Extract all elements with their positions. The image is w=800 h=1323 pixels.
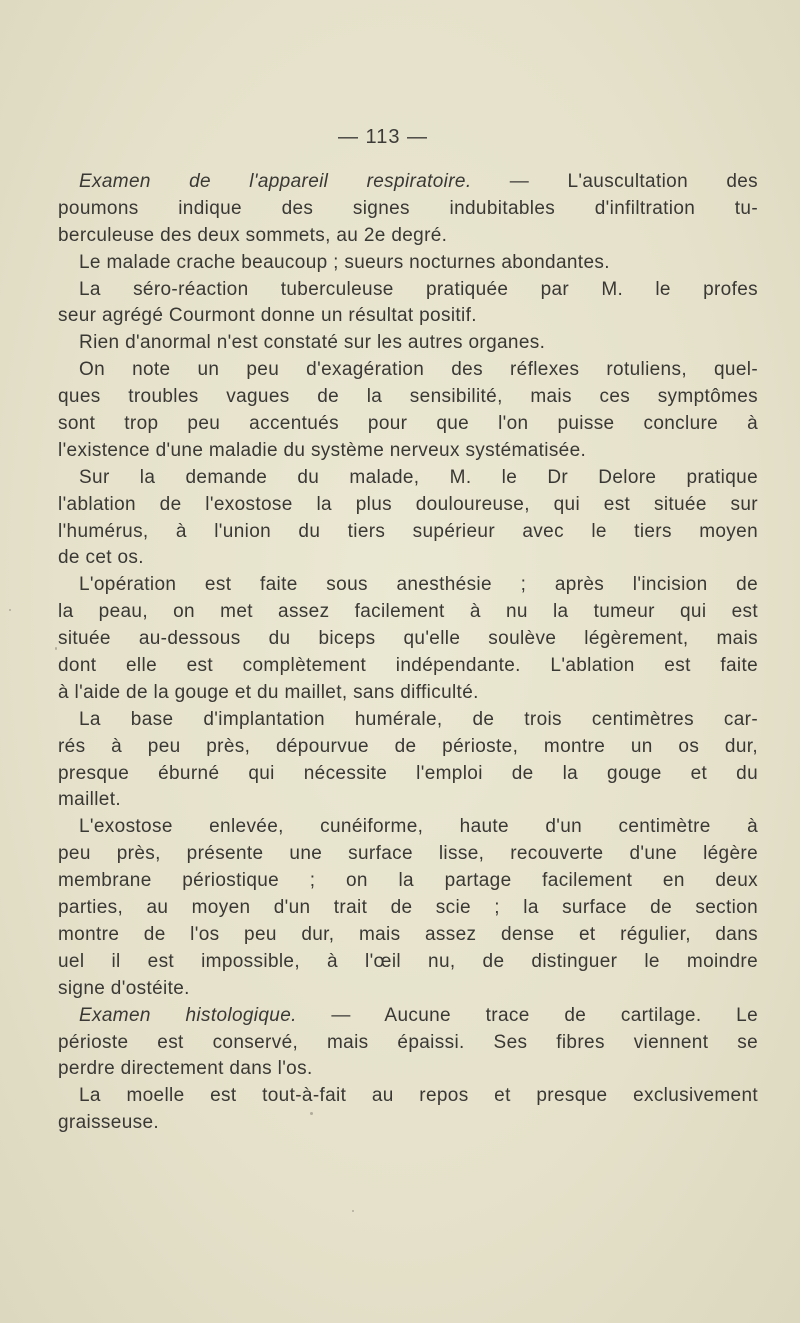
text-line xyxy=(58,384,758,411)
text-line xyxy=(58,841,758,868)
line-text: La base d'implantation humérale, de trois centimètres car- xyxy=(79,708,758,730)
text-line xyxy=(58,868,758,895)
text-line xyxy=(58,277,758,304)
text-line xyxy=(58,438,768,465)
paragraph xyxy=(58,357,768,465)
text-line xyxy=(58,519,758,546)
line-text: On note un peu d'exagération des réflexes rotuliens, quel- xyxy=(79,359,758,381)
line-text: située au-dessous du biceps qu'elle soulève légèrement, mais xyxy=(58,628,758,650)
line-text: L'exostose enlevée, cunéiforme, haute d'un centimètre à xyxy=(79,816,758,838)
text-line xyxy=(58,1030,758,1057)
text-line xyxy=(58,949,758,976)
text-line xyxy=(58,761,758,788)
paragraph xyxy=(58,814,768,1002)
line-text: l'existence d'une maladie du système nerveux systématisée. xyxy=(58,439,587,461)
paragraph xyxy=(58,330,768,357)
text-line xyxy=(58,572,758,599)
paragraph xyxy=(58,250,768,277)
line-text: Le malade crache beaucoup ; sueurs nocturnes abondantes. xyxy=(79,251,610,273)
text-line xyxy=(58,653,758,680)
paragraph xyxy=(58,572,768,706)
section-heading: Examen histologique. xyxy=(79,1004,297,1026)
paper-speck xyxy=(310,1112,313,1115)
text-line xyxy=(58,330,758,357)
line-text: montre de l'os peu dur, mais assez dense et régulier, dans xyxy=(58,923,758,945)
line-text: Sur la demande du malade, M. le Dr Delore pratique xyxy=(79,466,758,488)
paragraph xyxy=(58,1083,768,1137)
line-text: L'opération est faite sous anesthésie ; après l'incision de xyxy=(79,574,758,596)
text-line xyxy=(58,196,758,223)
text-line xyxy=(58,545,768,572)
text-line xyxy=(58,895,758,922)
line-text: seur agrégé Courmont donne un résultat positif. xyxy=(58,305,477,327)
paper-speck xyxy=(9,609,11,611)
text-line xyxy=(58,626,758,653)
line-text: La séro-réaction tuberculeuse pratiquée par M. le profes xyxy=(79,278,758,300)
text-line xyxy=(58,357,758,384)
paragraph xyxy=(58,169,768,250)
line-text: presque éburné qui nécessite l'emploi de la gouge et du xyxy=(58,762,758,784)
line-text: de cet os. xyxy=(58,547,144,569)
line-text: perdre directement dans l'os. xyxy=(58,1058,313,1080)
book-page xyxy=(58,0,768,1323)
text-line xyxy=(58,707,758,734)
text-line xyxy=(58,411,758,438)
text-line xyxy=(58,1056,768,1083)
paragraph xyxy=(58,465,768,573)
text-line xyxy=(58,922,758,949)
line-text: uel il est impossible, à l'œil nu, de distinguer le moindre xyxy=(58,950,758,972)
text-line xyxy=(58,976,768,1003)
line-text: l'ablation de l'exostose la plus douloureuse, qui est située sur xyxy=(58,493,758,515)
paper-speck xyxy=(55,647,57,650)
line-text: — L'auscultation des xyxy=(471,171,759,192)
text-line xyxy=(58,250,758,277)
line-text: dont elle est complètement indépendante. L'ablation est faite xyxy=(58,655,758,677)
line-text: peu près, présente une surface lisse, recouverte d'une légère xyxy=(58,843,758,865)
text-line xyxy=(58,465,758,492)
line-text: parties, au moyen d'un trait de scie ; la surface de section xyxy=(58,897,758,919)
line-text: La moelle est tout-à-fait au repos et presque exclusivement xyxy=(79,1085,758,1107)
line-text: sont trop peu accentués pour que l'on puisse conclure à xyxy=(58,413,758,435)
paragraph xyxy=(58,277,768,331)
text-line xyxy=(58,599,758,626)
line-text: berculeuse des deux sommets, au 2e degré. xyxy=(58,224,448,246)
text-line xyxy=(58,492,758,519)
line-text: membrane périostique ; on la partage facilement en deux xyxy=(58,870,758,892)
page-number: — 113 — xyxy=(338,126,428,148)
line-text: périoste est conservé, mais épaissi. Ses fibres viennent se xyxy=(58,1031,758,1053)
text-line xyxy=(58,1083,758,1110)
text-line xyxy=(58,1003,758,1030)
line-text: maillet. xyxy=(58,789,121,811)
text-line xyxy=(58,223,768,250)
section-heading: Examen de l'appareil respiratoire. xyxy=(79,171,472,192)
line-text: à l'aide de la gouge et du maillet, sans difficulté. xyxy=(58,681,479,703)
line-text: signe d'ostéite. xyxy=(58,977,190,999)
text-line xyxy=(58,1110,768,1137)
text-line xyxy=(58,303,768,330)
text-line xyxy=(58,787,768,814)
paper-speck xyxy=(352,1210,354,1212)
line-text: graisseuse. xyxy=(58,1112,160,1134)
body-text xyxy=(58,169,768,1137)
paragraph xyxy=(58,707,768,815)
line-text: ques troubles vagues de la sensibilité, mais ces symptômes xyxy=(58,386,758,408)
line-text: poumons indique des signes indubitables d'infiltration tu- xyxy=(58,197,758,219)
line-text: la peau, on met assez facilement à nu la tumeur qui est xyxy=(58,601,758,623)
line-text: rés à peu près, dépourvue de périoste, montre un os dur, xyxy=(58,735,758,757)
text-line xyxy=(58,169,758,196)
line-text: l'humérus, à l'union du tiers supérieur avec le tiers moyen xyxy=(58,520,758,542)
line-text: — Aucune trace de cartilage. Le xyxy=(296,1004,758,1026)
text-line xyxy=(58,814,758,841)
text-line xyxy=(58,734,758,761)
line-text: Rien d'anormal n'est constaté sur les autres organes. xyxy=(79,332,546,354)
text-line xyxy=(58,680,768,707)
paragraph xyxy=(58,1003,768,1084)
